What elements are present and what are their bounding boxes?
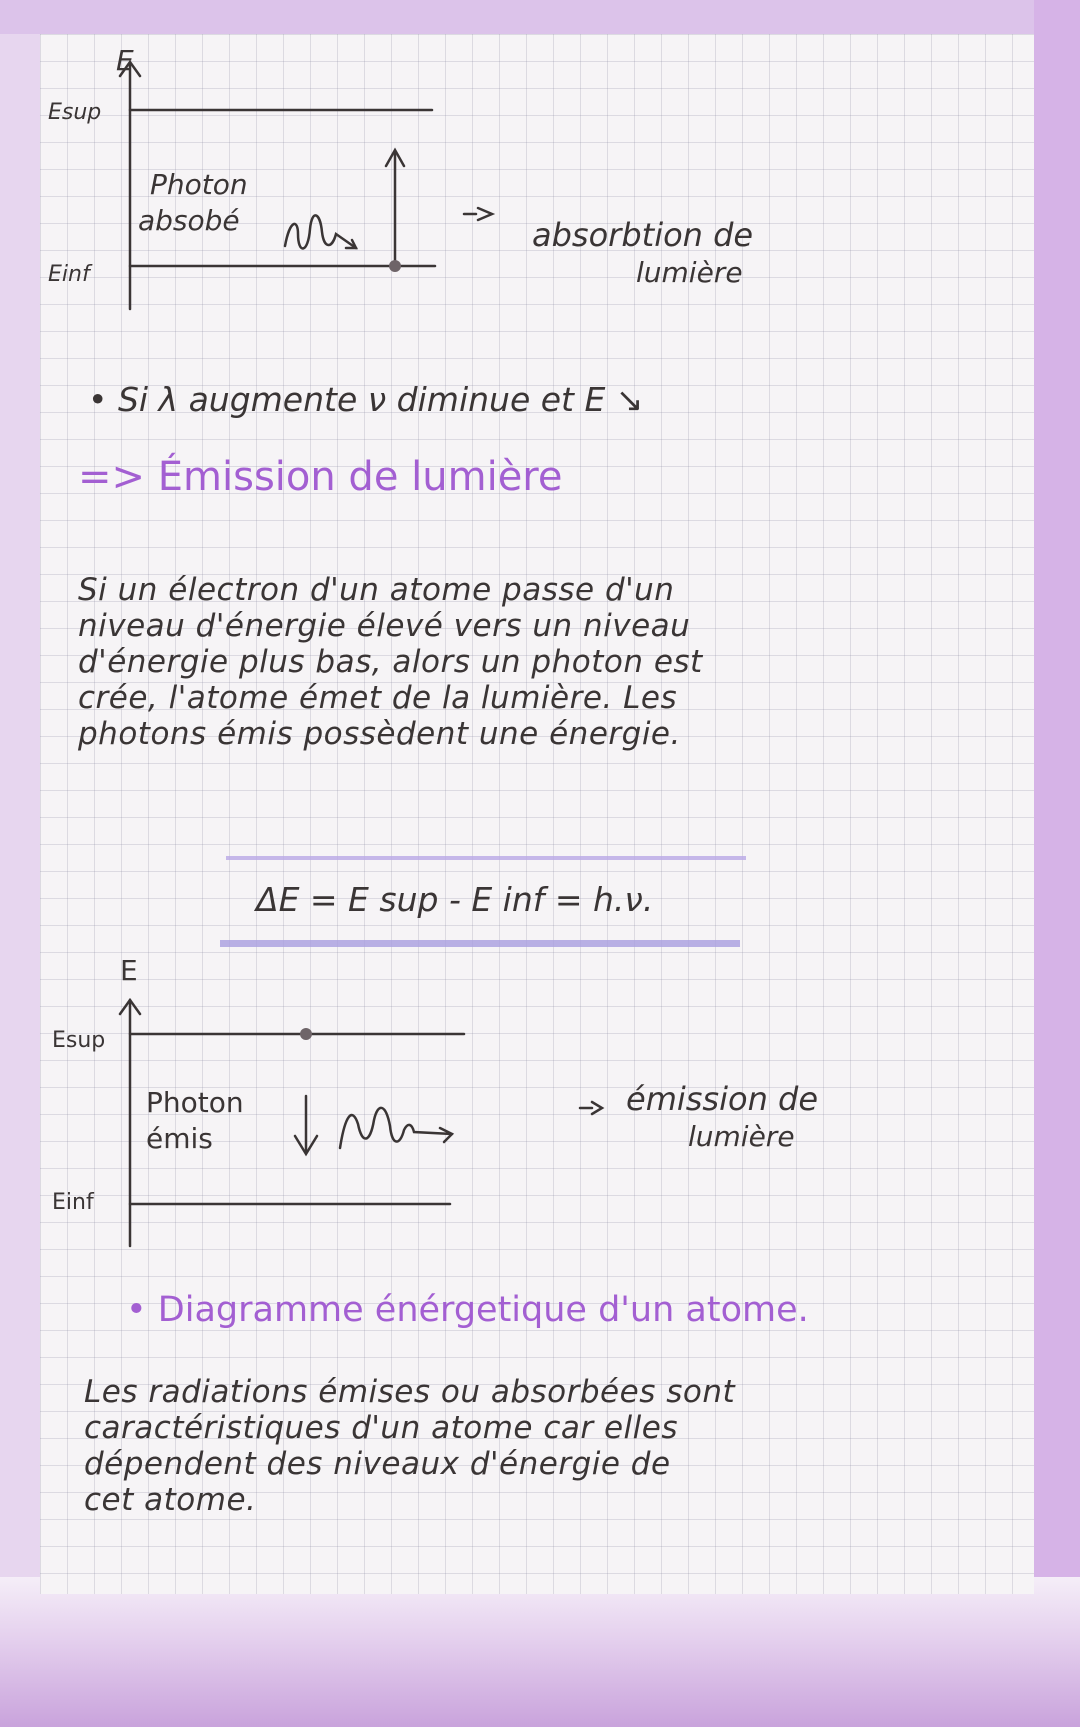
- photon-state-label: absobé: [138, 204, 240, 237]
- paragraph-line: Les radiations émises ou absorbées sont: [84, 1374, 736, 1410]
- page-border-top: [0, 0, 1080, 34]
- section-title: => Émission de lumière: [78, 454, 563, 500]
- page-border-left: [0, 0, 40, 1727]
- photon-wave-icon: [340, 1108, 452, 1148]
- photon-label: Photon: [146, 1086, 244, 1119]
- bullet-note: • Si λ augmente ν diminue et E ↘: [88, 380, 644, 419]
- absorption-result-line2: lumière: [636, 256, 743, 289]
- energy-axis-label: E: [120, 954, 138, 987]
- einf-label: Einf: [52, 1190, 94, 1215]
- paragraph-line: cet atome.: [84, 1482, 257, 1518]
- emission-result-line2: lumière: [688, 1120, 795, 1153]
- esup-label: Esup: [52, 1028, 106, 1053]
- electron-dot: [300, 1028, 312, 1040]
- paragraph-line: photons émis possèdent une énergie.: [78, 716, 681, 752]
- formula: ΔE = E sup - E inf = h.ν.: [256, 880, 654, 919]
- bullet-title: • Diagramme énérgetique d'un atome.: [126, 1290, 809, 1330]
- paragraph-line: caractéristiques d'un atome car elles: [84, 1410, 678, 1446]
- emission-result-line1: émission de: [626, 1080, 819, 1118]
- paragraph-line: d'énergie plus bas, alors un photon est: [78, 644, 703, 680]
- photon-label: Photon: [150, 168, 248, 201]
- energy-axis-label: E: [116, 44, 134, 77]
- photon-state-label: émis: [146, 1122, 213, 1155]
- esup-label: Esup: [48, 100, 102, 125]
- absorption-result-line1: absorbtion de: [532, 216, 754, 254]
- page-border-right: [1034, 0, 1080, 1727]
- graph-paper: [40, 34, 1034, 1594]
- page-border-bottom: [0, 1577, 1080, 1727]
- paragraph-line: niveau d'énergie élevé vers un niveau: [78, 608, 691, 644]
- paragraph-line: dépendent des niveaux d'énergie de: [84, 1446, 671, 1482]
- paragraph-line: crée, l'atome émet de la lumière. Les: [78, 680, 678, 716]
- photon-wave-arrowhead-icon: [440, 1128, 452, 1142]
- paragraph-characteristics: [84, 1374, 735, 1518]
- paragraph-line: Si un électron d'un atome passe d'un: [78, 572, 675, 608]
- einf-label: Einf: [48, 262, 90, 287]
